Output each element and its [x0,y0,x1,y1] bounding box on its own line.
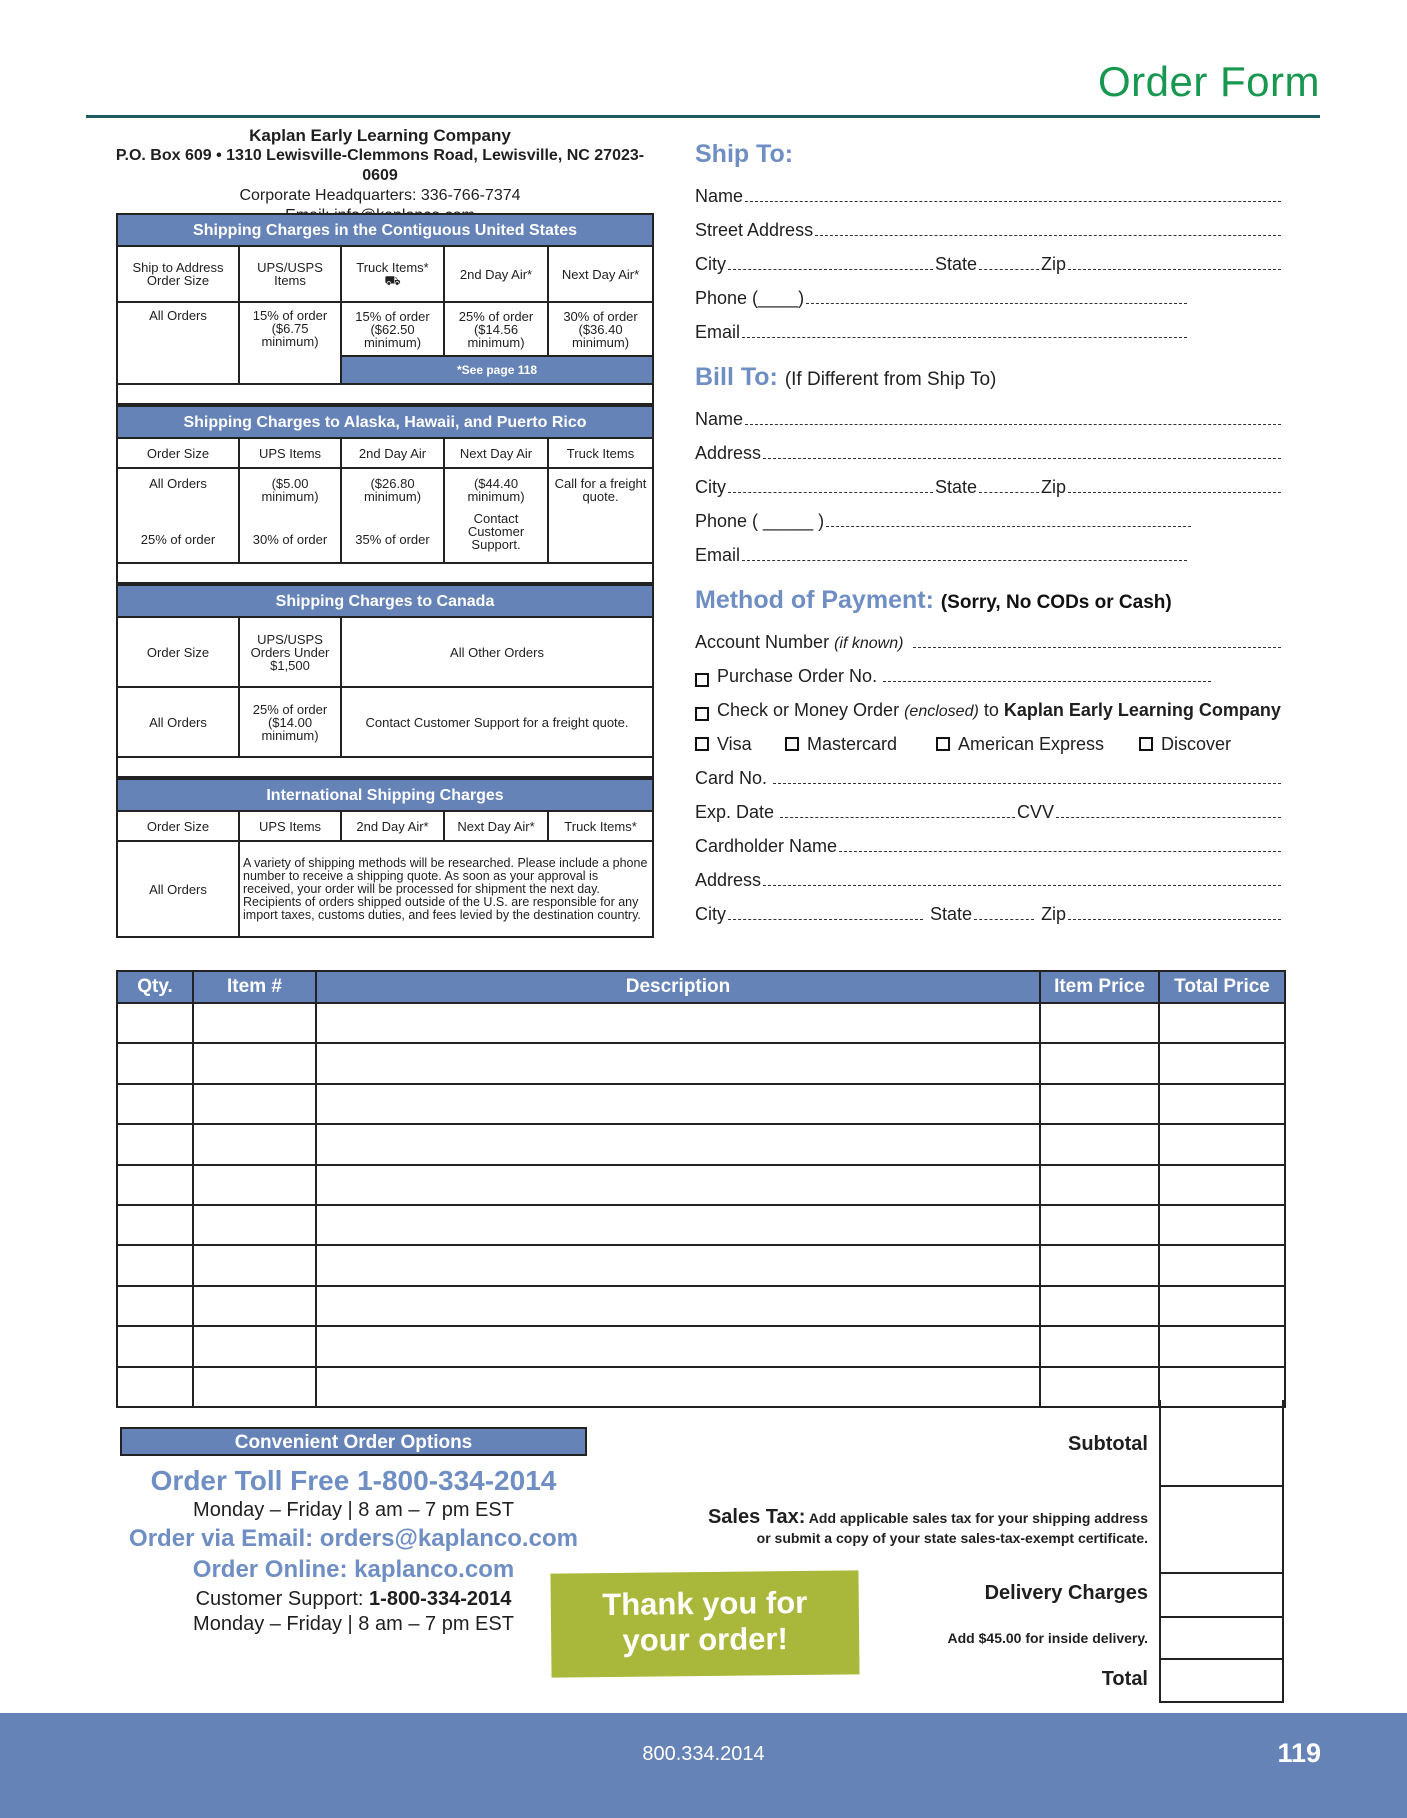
field-label: City [695,254,726,274]
bill-address-field[interactable] [695,430,1283,464]
item-number-cell[interactable] [193,1165,316,1205]
cell [444,468,548,563]
order-row [117,1245,1285,1285]
page-number: 119 [1277,1738,1321,1768]
field-label: Zip [1041,477,1067,497]
international-text: A variety of shipping methods will be researched. Please include a phone number to receive a shipping quote. As soon as your approval is received, your order will be processed for shipment the next day. Recipients of orders shipped outside of the U.S. are responsible for any import taxes, customs duties, and fees levied by the destination country. [239,841,653,937]
field-label: Email [695,322,741,342]
fill-line [763,885,1281,886]
item-price-cell[interactable] [1040,1205,1159,1245]
canada-title: Shipping Charges to Canada [117,585,653,617]
card-option-mastercard[interactable] [785,734,936,755]
contiguous-title: Shipping Charges in the Contiguous United States [117,214,653,246]
item-number-cell[interactable] [193,1205,316,1245]
support-number: 1-800-334-2014 [369,1588,512,1610]
order-row [117,1043,1285,1083]
fill-line [745,424,1281,425]
field-label: Name [695,409,744,429]
col-header: Next Day Air [444,438,548,468]
cell-text: 30% of order [252,532,328,547]
order-row [117,1205,1285,1245]
qty-cell[interactable] [117,1286,193,1326]
fill-line [979,492,1039,493]
fill-line [815,235,1281,236]
col-header: 2nd Day Air [341,438,444,468]
bill-city-state-zip-field[interactable] [695,464,1283,498]
cell-text: Contact Customer Support. [467,511,525,552]
discover-checkbox[interactable] [1139,737,1153,751]
description-cell[interactable] [316,1165,1040,1205]
exp-cvv-field[interactable] [695,789,1283,823]
spacer [117,563,653,583]
fill-line [773,783,1281,784]
item-price-cell[interactable] [1040,1165,1159,1205]
truck-label: Truck Items* [356,260,429,275]
order-row [117,1326,1285,1366]
field-note: (if known) [834,635,904,652]
delivery-box[interactable] [1159,1574,1284,1618]
col-header: Truck Items* [548,811,653,841]
company-address: P.O. Box 609 • 1310 Lewisville-Clemmons Road, Lewisville, NC 27023-0609 [115,147,645,184]
total-price-cell[interactable] [1159,1165,1285,1205]
email-order-line[interactable]: Order via Email: orders@kaplanco.com [129,1525,578,1552]
col-header: Order Size [117,617,239,687]
cell: 15% of order ($6.75 minimum) [239,302,341,384]
description-cell[interactable] [316,1124,1040,1164]
item-price-cell[interactable] [1040,1003,1159,1043]
item-price-header: Item Price [1040,971,1159,1003]
cell-text: All Orders [149,476,207,491]
description-cell[interactable] [316,1286,1040,1326]
ship-street-field[interactable] [695,207,1283,241]
description-cell[interactable] [316,1084,1040,1124]
item-number-cell[interactable] [193,1084,316,1124]
international-title: International Shipping Charges [117,779,653,811]
cell-text: 25% of order [140,532,216,547]
item-price-cell[interactable] [1040,1326,1159,1366]
field-label: Check or Money Order [717,700,900,720]
cell: Call for a freight quote. [548,468,653,563]
qty-cell[interactable] [117,1326,193,1366]
ship-name-field[interactable] [695,173,1283,207]
hours-line: Monday – Friday | 8 am – 7 pm EST [193,1613,514,1635]
page-title: Order Form [1097,58,1320,105]
bill-phone-field[interactable] [695,498,1283,532]
field-label: Phone (____) [695,288,805,308]
order-row [117,1165,1285,1205]
card-option-discover[interactable] [1139,734,1231,755]
field-label: Phone ( _____ ) [695,511,825,531]
sales-tax-note: Add applicable sales tax for your shipping address [808,1510,1148,1526]
field-note: (enclosed) [904,703,979,720]
footer-bar [0,1713,1407,1818]
contiguous-table [116,213,654,405]
item-number-cell[interactable] [193,1286,316,1326]
account-number-field[interactable] [695,619,1283,653]
field-label: CVV [1017,802,1055,822]
cell [117,468,239,563]
title-divider [86,115,1320,118]
thank-you-badge [550,1570,859,1677]
description-cell[interactable] [316,1245,1040,1285]
card-label: Discover [1161,734,1232,754]
ship-city-state-zip-field[interactable] [695,241,1283,275]
mastercard-checkbox[interactable] [785,737,799,751]
international-table [116,778,654,938]
description-cell[interactable] [316,1326,1040,1366]
item-number-header: Item # [193,971,316,1003]
fill-line [742,337,1187,338]
fill-line [742,560,1187,561]
check-payee: Kaplan Early Learning Company [1003,700,1281,720]
qty-cell[interactable] [117,1245,193,1285]
order-row [117,1003,1285,1043]
payment-title: Method of Payment: [695,586,934,614]
ship-to-heading: Ship To: [695,140,794,168]
total-box[interactable] [1159,1660,1284,1703]
qty-cell[interactable] [117,1084,193,1124]
spacer [117,757,653,777]
subtotal-box[interactable] [1159,1400,1284,1487]
card-option-visa[interactable] [695,734,785,755]
col-header: Next Day Air* [548,246,653,302]
field-label: Account Number [695,632,830,652]
fill-line [826,526,1191,527]
card-label: American Express [958,734,1105,754]
description-header: Description [316,971,1040,1003]
col-header: 2nd Day Air* [341,811,444,841]
ship-phone-field[interactable] [695,275,1283,309]
cell-text: ($44.40 minimum) [467,476,525,504]
fill-line [763,458,1281,459]
description-cell[interactable] [316,1003,1040,1043]
shipping-charges [116,213,652,938]
fill-line [1056,817,1281,818]
field-label: Zip [1041,904,1067,924]
col-header: UPS/USPS Items [239,246,341,302]
card-number-field[interactable] [695,755,1283,789]
see-page-note: *See page 118 [341,356,653,384]
item-price-cell[interactable] [1040,1043,1159,1083]
bill-to-note: (If Different from Ship To) [784,369,997,390]
total-price-header: Total Price [1159,971,1285,1003]
card-address-field[interactable] [695,857,1283,891]
description-cell[interactable] [316,1205,1040,1245]
order-form-fields [695,140,1283,925]
bill-name-field[interactable] [695,396,1283,430]
check-checkbox[interactable] [695,707,709,721]
item-price-cell[interactable] [1040,1367,1159,1407]
support-line [120,1587,587,1612]
cell: Contact Customer Support for a freight quote. [341,687,653,757]
cell: All Orders [117,841,239,937]
fill-line [728,492,933,493]
online-order-line[interactable]: Order Online: kaplanco.com [192,1556,515,1583]
col-header: UPS/USPS Orders Under $1,500 [239,617,341,687]
bill-to-title: Bill To: [695,363,778,391]
qty-cell[interactable] [117,1165,193,1205]
alaska-title: Shipping Charges to Alaska, Hawaii, and Puerto Rico [117,406,653,438]
sales-tax-title: Sales Tax: [707,1506,806,1528]
fill-line [883,681,1211,682]
card-label: Mastercard [807,734,898,754]
sales-tax-label [708,1507,1148,1548]
order-row [117,1286,1285,1326]
qty-cell[interactable] [117,1205,193,1245]
company-name: Kaplan Early Learning Company [249,126,511,145]
fill-line [839,851,1281,852]
total-price-cell[interactable] [1159,1043,1285,1083]
fill-line [1068,269,1281,270]
order-row [117,1084,1285,1124]
payment-note: (Sorry, No CODs or Cash) [940,592,1172,613]
total-price-cell[interactable] [1159,1245,1285,1285]
field-label: City [695,904,726,924]
thanks-line: your order! [622,1621,789,1658]
field-label: Purchase Order No. [717,666,878,686]
item-price-cell[interactable] [1040,1084,1159,1124]
payment-heading [695,586,1283,615]
sales-tax-note: or submit a copy of your state sales-tax-exempt certificate. [756,1530,1148,1546]
total-price-cell[interactable] [1159,1326,1285,1366]
field-label: Street Address [695,220,814,240]
truck-icon: ⛟ [384,273,401,288]
cell [341,468,444,563]
item-number-cell[interactable] [193,1245,316,1285]
field-label: Address [695,443,762,463]
qty-cell[interactable] [117,1003,193,1043]
fill-line [806,303,1187,304]
col-header: UPS Items [239,811,341,841]
ship-email-field[interactable] [695,309,1283,343]
item-number-cell[interactable] [193,1043,316,1083]
field-label: State [935,477,978,497]
qty-cell[interactable] [117,1043,193,1083]
bill-email-field[interactable] [695,532,1283,566]
cell: 30% of order ($36.40 minimum) [548,302,653,356]
cell-text: 35% of order [355,532,430,547]
cell: 25% of order ($14.56 minimum) [444,302,548,356]
description-cell[interactable] [316,1043,1040,1083]
subtotal-label: Subtotal [1068,1433,1148,1455]
alaska-table [116,405,654,584]
order-row [117,1124,1285,1164]
col-header: Ship to Address Order Size [117,246,239,302]
field-label: Exp. Date [695,802,775,822]
delivery-label: Delivery Charges [984,1582,1148,1604]
canada-table [116,584,654,778]
cell-text: ($26.80 minimum) [363,476,422,504]
col-header: Order Size [117,438,239,468]
check-option[interactable] [695,687,1283,721]
card-type-options [695,721,1283,755]
item-number-cell[interactable] [193,1003,316,1043]
cell-text: ($5.00 minimum) [261,476,319,504]
fill-line [745,201,1281,202]
qty-cell[interactable] [117,1367,193,1407]
cell: 25% of order ($14.00 minimum) [239,687,341,757]
item-price-cell[interactable] [1040,1286,1159,1326]
order-options [120,1427,587,1637]
fill-line [974,919,1034,920]
order-items-table [116,970,1286,1408]
total-price-cell[interactable] [1159,1205,1285,1245]
company-hq: Corporate Headquarters: 336-766-7374 [239,187,521,204]
inside-delivery-box[interactable] [1159,1618,1284,1660]
toll-free-line: Order Toll Free 1-800-334-2014 [150,1465,557,1496]
field-label: to [983,700,999,720]
purchase-order-option[interactable] [695,653,1283,687]
field-label: State [930,904,973,924]
order-options-title: Convenient Order Options [120,1427,587,1456]
cell: All Orders [117,687,239,757]
amex-checkbox[interactable] [936,737,950,751]
field-label: Email [695,545,741,565]
total-label: Total [1101,1668,1148,1690]
total-price-cell[interactable] [1159,1124,1285,1164]
col-header: 2nd Day Air* [444,246,548,302]
total-price-cell[interactable] [1159,1003,1285,1043]
total-price-cell[interactable] [1159,1286,1285,1326]
qty-header: Qty. [117,971,193,1003]
thanks-line: Thank you for [602,1584,808,1623]
item-price-cell[interactable] [1040,1124,1159,1164]
card-option-amex[interactable] [936,734,1139,755]
col-header: All Other Orders [341,617,653,687]
order-row [117,1367,1285,1407]
col-header: Next Day Air* [444,811,548,841]
qty-cell[interactable] [117,1124,193,1164]
field-label: State [935,254,978,274]
col-header [341,246,444,302]
fill-line [728,919,923,920]
fill-line [780,817,1015,818]
cell: 15% of order ($62.50 minimum) [341,302,444,356]
cell: All Orders [117,302,239,384]
cardholder-field[interactable] [695,823,1283,857]
total-price-cell[interactable] [1159,1084,1285,1124]
fill-line [979,269,1039,270]
fill-line [913,647,1281,648]
col-header: Order Size [117,811,239,841]
sales-tax-box[interactable] [1159,1487,1284,1574]
item-number-cell[interactable] [193,1124,316,1164]
col-header: Truck Items [548,438,653,468]
item-number-cell[interactable] [193,1367,316,1407]
field-label: Cardholder Name [695,836,838,856]
support-label: Customer Support: [195,1588,364,1610]
po-checkbox[interactable] [695,673,709,687]
hours-line: Monday – Friday | 8 am – 7 pm EST [193,1499,514,1521]
fill-line [1068,492,1281,493]
bill-to-heading [695,363,1283,392]
fill-line [728,269,933,270]
item-number-cell[interactable] [193,1326,316,1366]
field-label: Card No. [695,768,768,788]
fill-line [1068,919,1281,920]
order-rows [117,1003,1285,1407]
company-info [110,126,650,226]
field-label: Address [695,870,762,890]
spacer [117,384,653,404]
description-cell[interactable] [316,1367,1040,1407]
footer-phone: 800.334.2014 [642,1743,765,1765]
field-label: City [695,477,726,497]
inside-delivery-label: Add $45.00 for inside delivery. [947,1630,1148,1646]
card-label: Visa [717,734,752,754]
item-price-cell[interactable] [1040,1245,1159,1285]
card-city-state-zip-field[interactable] [695,891,1283,925]
field-label: Name [695,186,744,206]
cell [239,468,341,563]
visa-checkbox[interactable] [695,737,709,751]
col-header: UPS Items [239,438,341,468]
field-label: Zip [1041,254,1067,274]
